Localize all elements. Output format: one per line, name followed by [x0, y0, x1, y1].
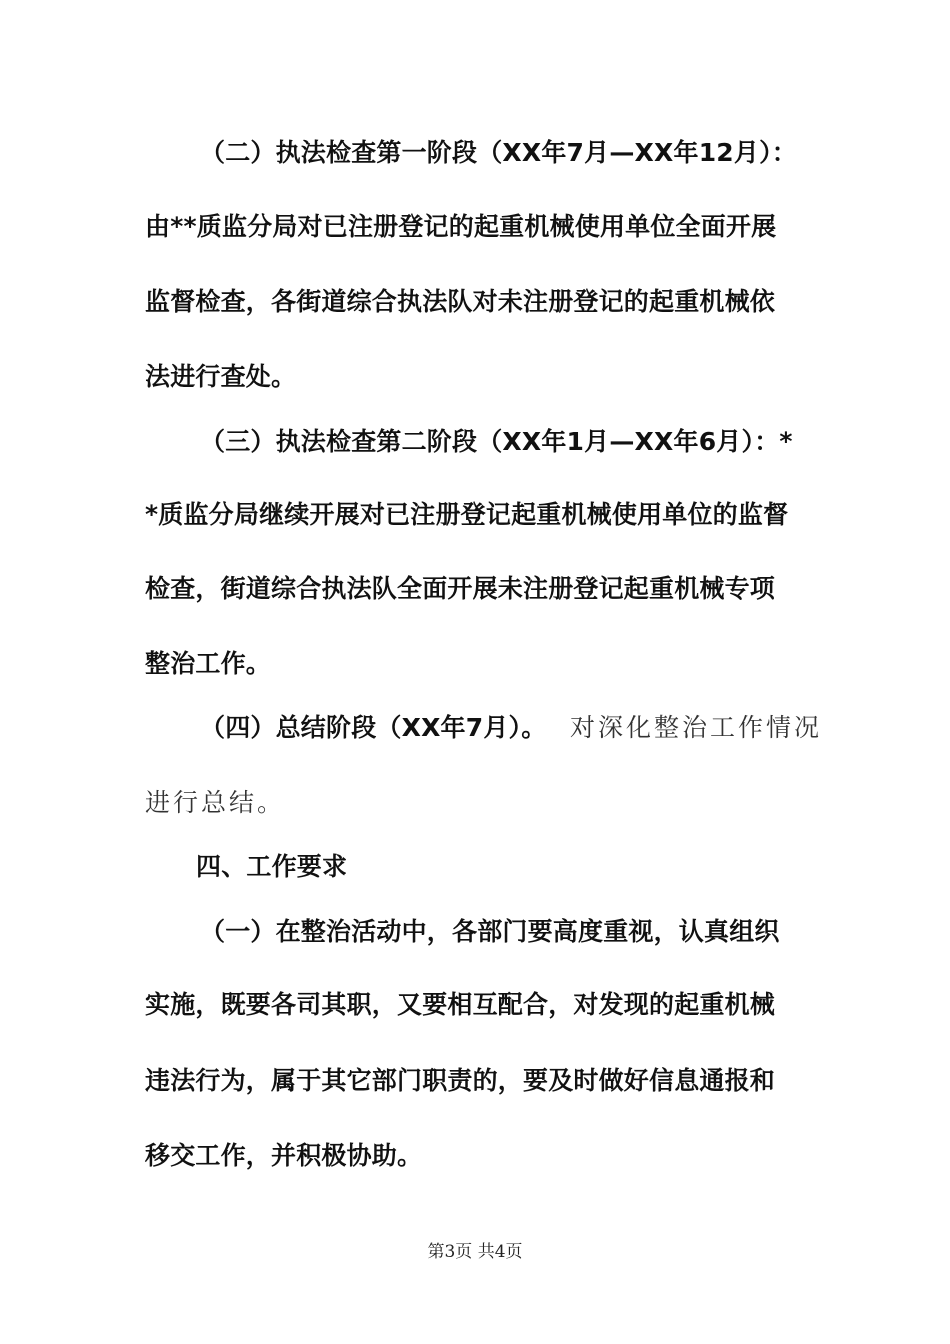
- paragraph-line: 实施，既要各司其职，又要相互配合，对发现的起重机械: [145, 990, 776, 1019]
- paragraph-line: 整治工作。: [145, 649, 272, 678]
- paragraph-line: （二）执法检查第一阶段（XX年7月—XX年12月）：: [200, 138, 797, 167]
- paragraph-line: （四）总结阶段（XX年7月）。: [200, 713, 547, 742]
- paragraph-line: 检查，街道综合执法队全面开展未注册登记起重机械专项: [145, 574, 776, 603]
- paragraph-line: （三）执法检查第二阶段（XX年1月—XX年6月）：*: [200, 427, 793, 456]
- paragraph-line: 违法行为，属于其它部门职责的，要及时做好信息通报和: [145, 1066, 776, 1095]
- paragraph-line: 法进行查处。: [145, 362, 297, 391]
- paragraph-line: *质监分局继续开展对已注册登记起重机械使用单位的监督: [145, 500, 789, 529]
- paragraph-line-light: 对深化整治工作情况: [570, 713, 823, 742]
- paragraph-line: 由**质监分局对已注册登记的起重机械使用单位全面开展: [145, 212, 777, 241]
- section-heading: 四、工作要求: [196, 852, 348, 881]
- page-footer: 第3页 共4页: [427, 1242, 523, 1262]
- paragraph-line: 监督检查，各街道综合执法队对未注册登记的起重机械依: [145, 287, 776, 316]
- paragraph-line-light: 进行总结。: [145, 788, 286, 817]
- paragraph-line: 移交工作，并积极协助。: [145, 1141, 423, 1170]
- paragraph-line: （一）在整治活动中，各部门要高度重视，认真组织: [200, 917, 780, 946]
